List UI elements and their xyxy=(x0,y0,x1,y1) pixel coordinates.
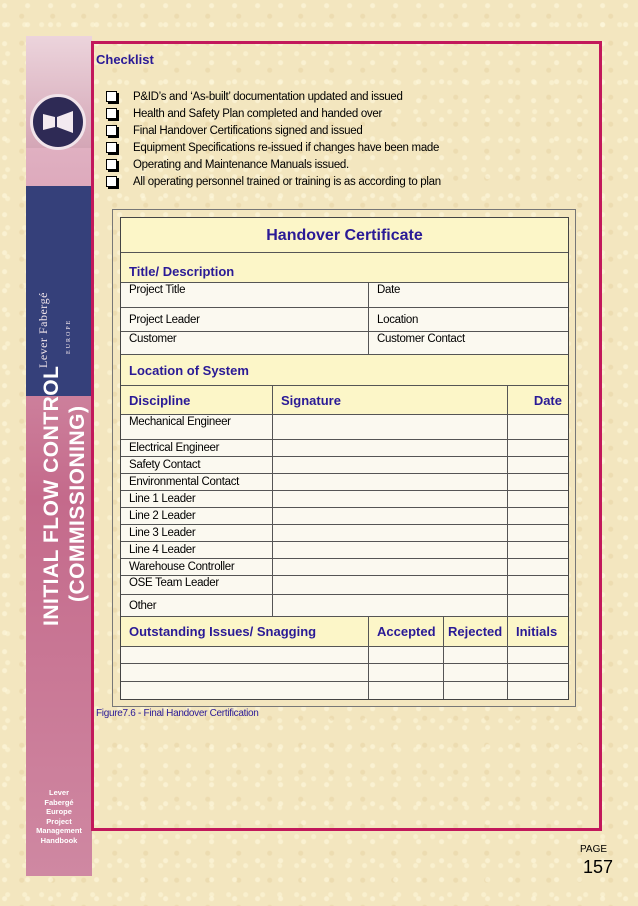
outstanding-issues-header: Outstanding Issues/ Snagging xyxy=(129,624,317,639)
location-section xyxy=(121,355,568,386)
discipline-name: Line 4 Leader xyxy=(129,544,196,556)
sign-header-row xyxy=(121,386,568,415)
checklist-item-label: All operating personnel trained or training is as according to plan xyxy=(133,175,441,188)
accepted-cell[interactable] xyxy=(368,647,443,663)
discipline-row xyxy=(121,440,568,457)
sidebar-company-sub: EUROPE xyxy=(66,318,72,354)
discipline-name: Safety Contact xyxy=(129,459,201,471)
issue-cell[interactable] xyxy=(121,682,368,699)
signature-cell[interactable] xyxy=(272,457,507,473)
initials-cell[interactable] xyxy=(507,664,568,681)
checklist-item-label: P&ID’s and ‘As-built’ documentation updated and issued xyxy=(133,90,403,103)
sidebar-banner xyxy=(26,36,92,876)
logo-emblem-icon xyxy=(33,97,83,147)
discipline-header: Discipline xyxy=(129,392,191,408)
checklist-item xyxy=(106,156,441,173)
date-entry-cell[interactable] xyxy=(507,474,568,490)
checklist-item-label: Health and Safety Plan completed and handed over xyxy=(133,107,383,120)
discipline-row xyxy=(121,457,568,474)
info-row xyxy=(121,283,568,308)
date-entry-cell[interactable] xyxy=(507,457,568,473)
accepted-cell[interactable] xyxy=(368,682,443,699)
checklist xyxy=(106,88,441,190)
discipline-row xyxy=(121,559,568,576)
signature-cell[interactable] xyxy=(272,474,507,490)
discipline-name: Warehouse Controller xyxy=(129,561,235,573)
accepted-cell[interactable] xyxy=(368,664,443,681)
date-entry-cell[interactable] xyxy=(507,491,568,507)
handover-certificate xyxy=(120,217,569,700)
sidebar-section-title: INITIAL FLOW CONTROL xyxy=(40,365,63,626)
issue-row xyxy=(121,664,568,682)
certificate-title: Handover Certificate xyxy=(266,226,423,244)
sidebar-section-subtitle: (COMMISSIONING) xyxy=(66,405,89,602)
figure-caption: Figure7.6 - Final Handover Certification xyxy=(96,708,259,719)
location-of-system-label: Location of System xyxy=(129,362,249,378)
checklist-item xyxy=(106,122,441,139)
signature-cell[interactable] xyxy=(272,491,507,507)
customer-cell: Customer xyxy=(129,333,177,345)
issue-cell[interactable] xyxy=(121,647,368,663)
title-description-label: Title/ Description xyxy=(129,264,235,279)
checklist-item-label: Final Handover Certifications signed and issued xyxy=(133,124,363,137)
info-row xyxy=(121,332,568,355)
signature-cell[interactable] xyxy=(272,576,507,594)
discipline-name: Environmental Contact xyxy=(129,476,240,488)
checklist-item-label: Operating and Maintenance Manuals issued. xyxy=(133,158,349,171)
discipline-row xyxy=(121,576,568,595)
checklist-item xyxy=(106,139,441,156)
date-entry-cell[interactable] xyxy=(507,559,568,575)
issues-header-row xyxy=(121,617,568,647)
rejected-cell[interactable] xyxy=(443,647,507,663)
sidebar-company-name: Lever Fabergé xyxy=(36,292,50,368)
rejected-cell[interactable] xyxy=(443,664,507,681)
discipline-name: OSE Team Leader xyxy=(129,577,219,589)
checkbox-icon xyxy=(106,108,117,119)
discipline-row xyxy=(121,525,568,542)
discipline-row xyxy=(121,415,568,440)
signature-cell[interactable] xyxy=(272,440,507,456)
date-entry-cell[interactable] xyxy=(507,440,568,456)
customer-contact-cell: Customer Contact xyxy=(368,332,568,354)
date-entry-cell[interactable] xyxy=(507,525,568,541)
signature-header: Signature xyxy=(272,386,507,414)
discipline-name: Other xyxy=(129,599,157,612)
date-entry-cell[interactable] xyxy=(507,542,568,558)
rejected-header: Rejected xyxy=(443,617,507,646)
rejected-cell[interactable] xyxy=(443,682,507,699)
title-description-section xyxy=(121,253,568,283)
project-title-cell: Project Title xyxy=(129,284,186,296)
discipline-row xyxy=(121,474,568,491)
date-entry-cell[interactable] xyxy=(507,595,568,616)
signature-cell[interactable] xyxy=(272,415,507,439)
checklist-item xyxy=(106,105,441,122)
discipline-row xyxy=(121,542,568,559)
sidebar-handbook-label: Lever Fabergé Europe Project Management Handbook xyxy=(36,788,82,845)
checklist-item xyxy=(106,173,441,190)
project-leader-cell: Project Leader xyxy=(129,313,200,326)
issue-cell[interactable] xyxy=(121,664,368,681)
initials-cell[interactable] xyxy=(507,682,568,699)
signature-cell[interactable] xyxy=(272,508,507,524)
signature-cell[interactable] xyxy=(272,595,507,616)
discipline-name: Line 2 Leader xyxy=(129,510,196,522)
checkbox-icon xyxy=(106,142,117,153)
signature-cell[interactable] xyxy=(272,559,507,575)
discipline-row xyxy=(121,508,568,525)
checkbox-icon xyxy=(106,159,117,170)
checklist-title: Checklist xyxy=(96,52,154,67)
checkbox-icon xyxy=(106,125,117,136)
location-cell: Location xyxy=(368,308,568,331)
date-entry-cell[interactable] xyxy=(507,576,568,594)
discipline-name: Mechanical Engineer xyxy=(129,416,231,428)
discipline-name: Electrical Engineer xyxy=(129,442,220,454)
initials-cell[interactable] xyxy=(507,647,568,663)
page-label: PAGE xyxy=(580,844,608,855)
certificate-title-row xyxy=(121,218,568,253)
checkbox-icon xyxy=(106,176,117,187)
issue-row xyxy=(121,647,568,664)
initials-header: Initials xyxy=(507,617,568,646)
date-header: Date xyxy=(507,386,568,414)
discipline-row xyxy=(121,595,568,617)
date-entry-cell[interactable] xyxy=(507,508,568,524)
checkbox-icon xyxy=(106,91,117,102)
discipline-name: Line 1 Leader xyxy=(129,493,196,505)
date-cell: Date xyxy=(368,283,568,307)
signature-cell[interactable] xyxy=(272,542,507,558)
checklist-item-label: Equipment Specifications re-issued if changes have been made xyxy=(133,141,440,154)
company-logo xyxy=(30,94,86,150)
date-entry-cell[interactable] xyxy=(507,415,568,439)
checklist-item xyxy=(106,88,441,105)
info-row xyxy=(121,308,568,332)
discipline-row xyxy=(121,491,568,508)
accepted-header: Accepted xyxy=(368,617,443,646)
discipline-name: Line 3 Leader xyxy=(129,527,196,539)
issue-row xyxy=(121,682,568,699)
signature-cell[interactable] xyxy=(272,525,507,541)
page-number: 157 xyxy=(583,857,614,877)
